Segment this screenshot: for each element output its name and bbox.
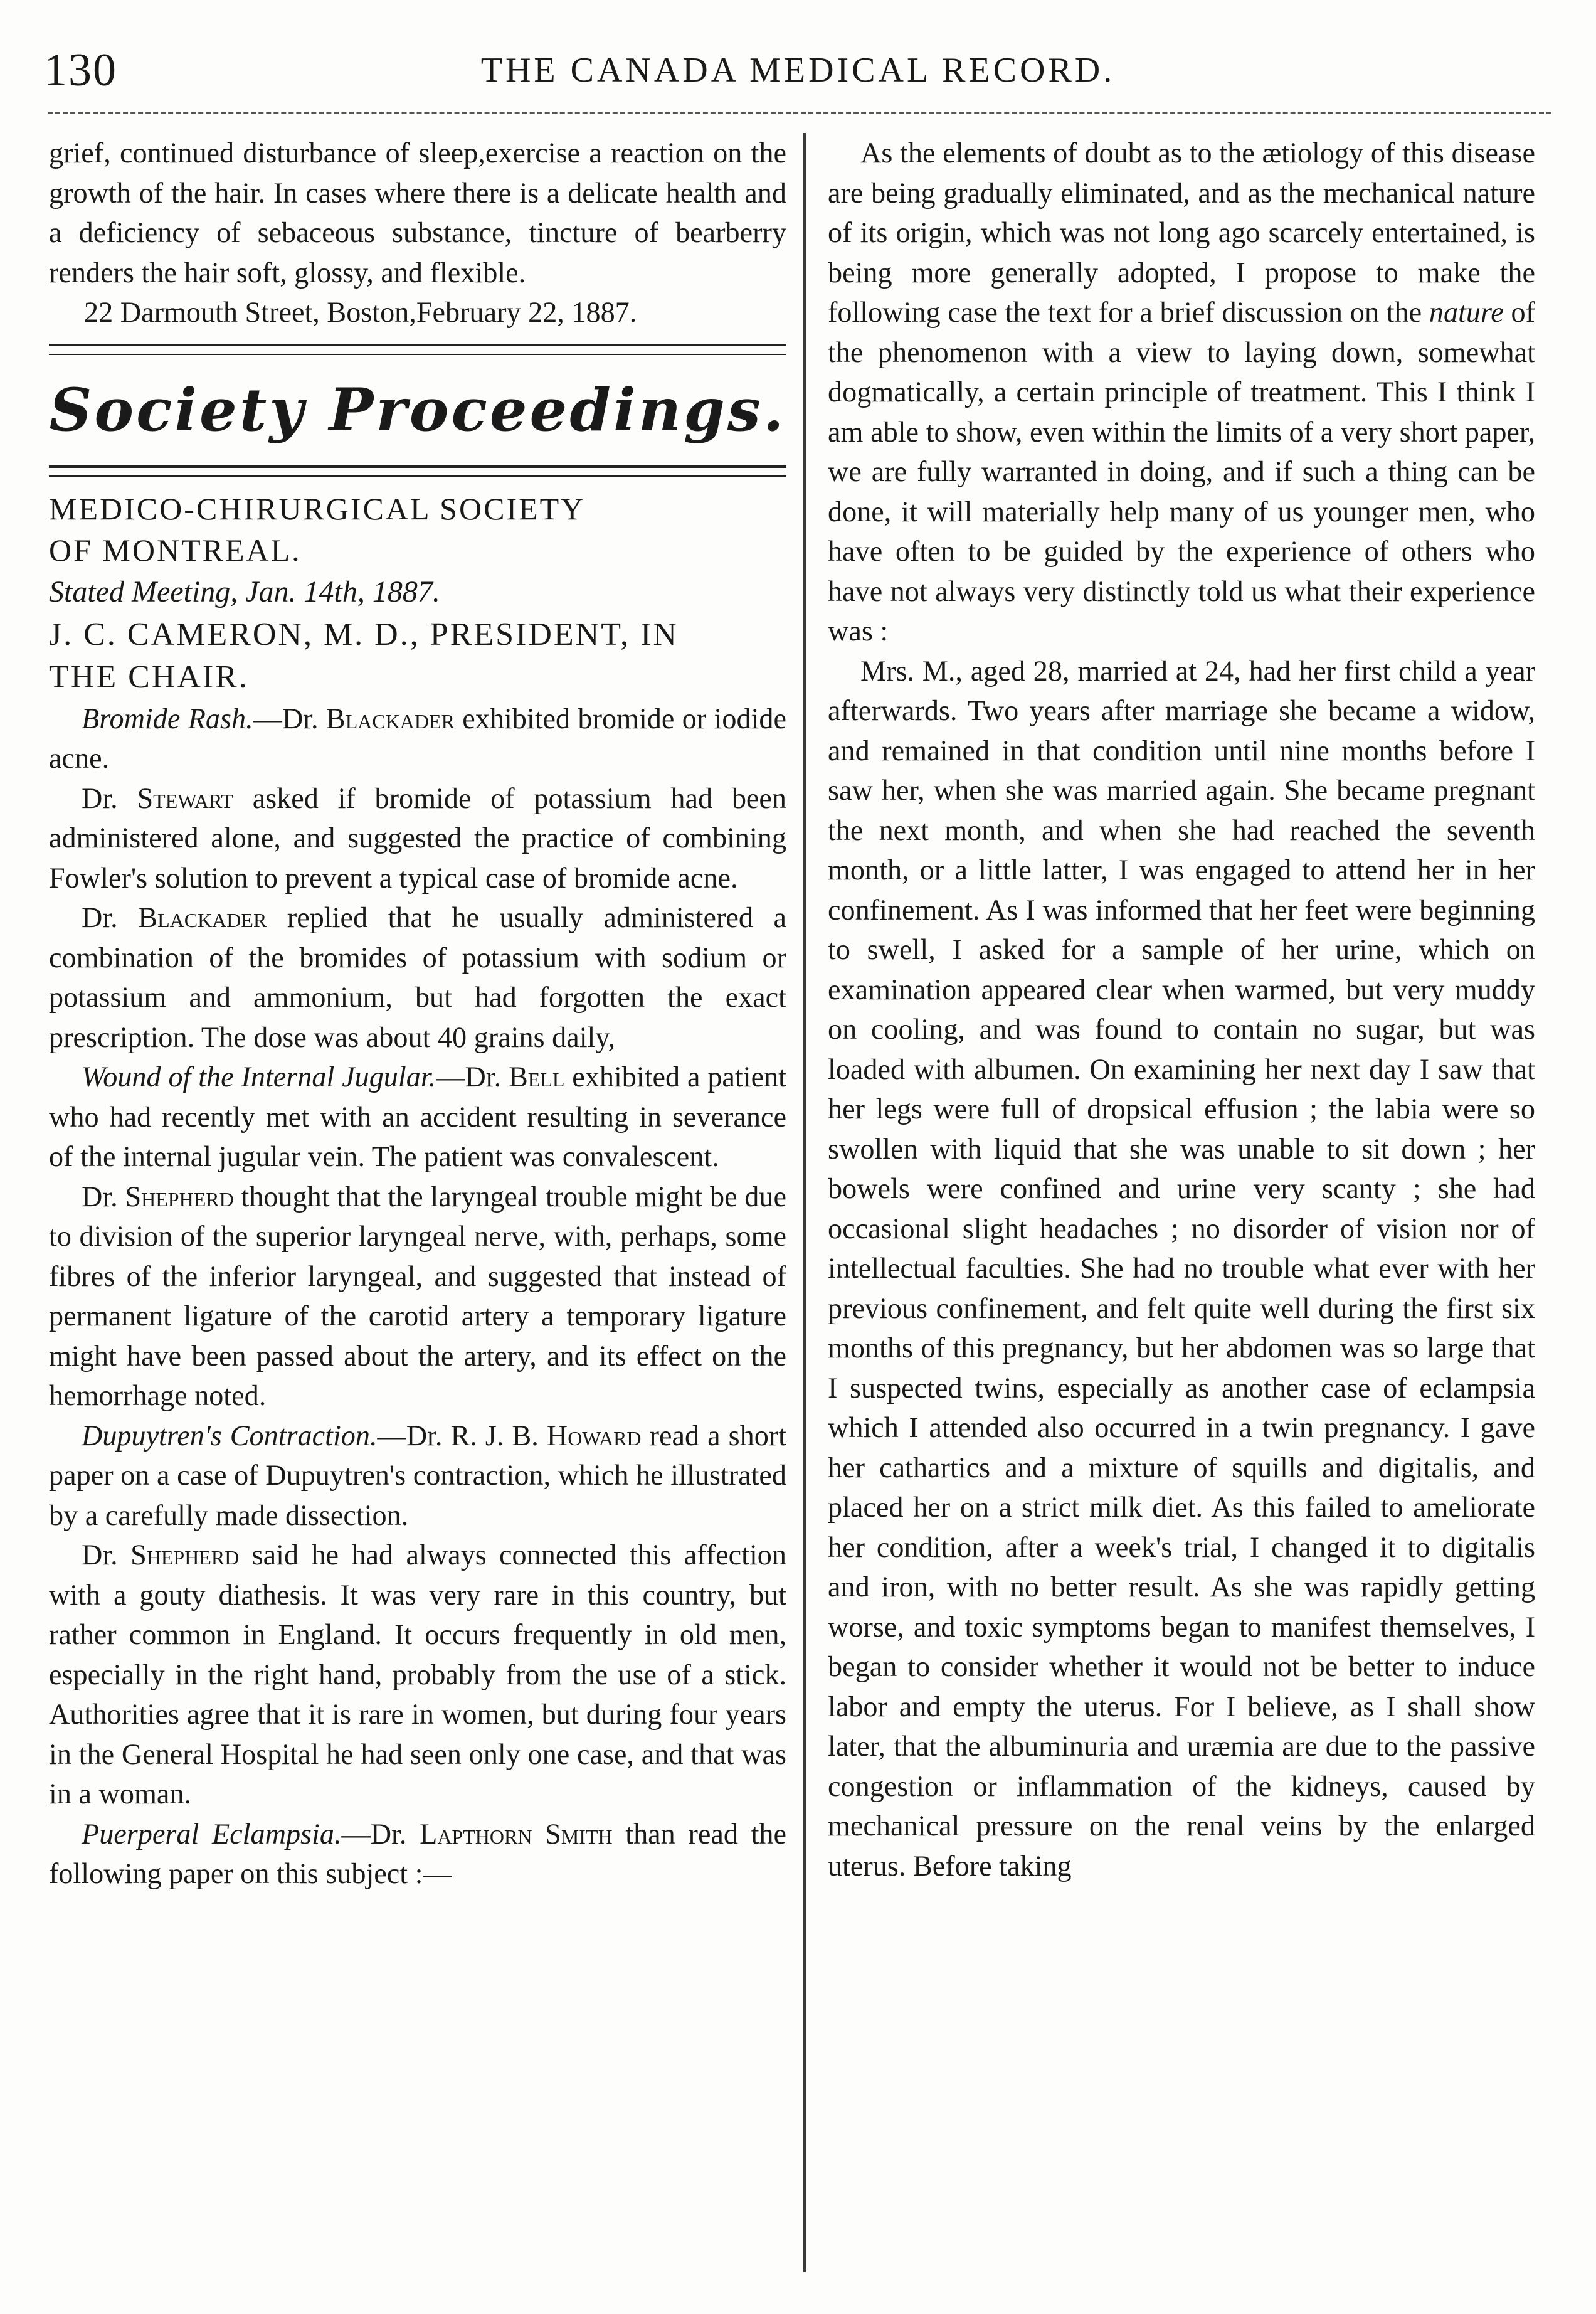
paragraph-case-history: Mrs. M., aged 28, married at 24, had her first child a year afterwards. Two years after marriage she became a widow, and remained in that condition until nine months before I saw her, when she was married again. She became pregnant the next month, and when she had reached the seventh month, or a little latter, I was engaged to attend her in her confinement. As I was informed that her feet were beginning to swell, I asked for a sample of her urine, which on examination appeared clear when warmed, but very muddy on cooling, and was found to contain no sugar, but was loaded with albumen. On examining her next day I saw that her legs were full of dropsical effusion ; the labia were so swollen with liquid that she was unable to sit down ; her bowels were confined and urine very scanty ; she had occasional slight headaches ; no disorder of vision nor of intellectual faculties. She had no trouble what ever with her previous confinement, and felt quite well during the first six months of this pregnancy, but her abdomen was so large that I suspected twins, especially as another case of eclampsia which I attended also occurred in a twin pregnancy. I gave her cathartics and a mixture of squills and digitalis, and placed her on a strict milk diet. As this failed to ameliorate her condition, after a week's trial, I changed it to digitalis and iron, with no better result. As she was rapidly getting worse, and toxic symptoms began to manifest themselves, I began to consider whether it would not be better to induce labor and empty the uterus. For I believe, as I shall show later, that the albuminuria and uræmia are due to the passive congestion or inflammation of the kidneys, caused by mechanical pressure on the renal veins by the enlarged uterus. Before taking — [828, 654, 1535, 1882]
doctor-prefix: —Dr. — [253, 702, 319, 735]
doctor-name: Blackader — [138, 901, 267, 933]
doctor-prefix: Dr. — [82, 901, 118, 933]
paragraph-text: replied that he usually administered a combination of the bromides of potassium with sodium or potassium and ammonium, but had forgotten the exact prescription. The dose was about 40 grains daily, — [49, 901, 786, 1053]
topic-heading: Puerperal Eclampsia. — [82, 1817, 342, 1850]
page-number: 130 — [44, 45, 117, 96]
topic-heading: Wound of the Internal Jugular. — [82, 1061, 436, 1093]
section-title: Society Proceedings. — [49, 375, 786, 445]
society-name-line1: MEDICO-CHIRURGICAL SOCIETY — [49, 491, 586, 526]
paragraph-text: than read the following paper on this subject :— — [49, 1817, 787, 1889]
signature-line: 22 Darmouth Street, Boston,February 22, 1887. — [84, 296, 637, 328]
paragraph-text: exhibited a patient who had recently met with an accident resulting in severance of the internal jugular vein. The patient was convalescent. — [49, 1061, 787, 1172]
doctor-prefix: —Dr. — [341, 1817, 407, 1850]
paragraph-text: said he had always connected this affection with a gouty diathesis. It was very rare in this country, but rather common in England. It occurs frequently in old men, especially in the right hand, probably from the use of a stick. Authorities agree that it is rare in women, but during four years in the General Hospital he had seen only one case, and that was in a woman. — [49, 1539, 786, 1810]
doctor-prefix: Dr. — [82, 1539, 118, 1571]
paragraph-text: read a short paper on a case of Dupuytren's contraction, which he illustrated by a carefully made dissection. — [49, 1419, 786, 1531]
society-name-line2: OF MONTREAL. — [49, 532, 302, 568]
paragraph-text: As the elements of doubt as to the ætiology of this disease are being gradually eliminated, and as the mechanical nature of its origin, which was not long ago scarcely entertained, is being more generally adopted, I propose to make the following case the text for a brief discussion on the — [828, 137, 1535, 328]
left-column — [49, 133, 786, 1894]
doctor-name: Stewart — [137, 782, 233, 814]
meeting-date: Stated Meeting, Jan. 14th, 1887. — [49, 575, 440, 608]
section-rule-bottom — [49, 465, 786, 477]
paragraph-text: asked if bromide of potassium had been administered alone, and suggested the practice of combining Fowler's solution to prevent a typical case of bromide acne. — [49, 782, 787, 894]
column-divider — [803, 133, 806, 2272]
emphasis-word: nature — [1429, 296, 1504, 328]
right-column — [828, 133, 1535, 1886]
paragraph-stewart — [49, 778, 786, 898]
doctor-name: Shepherd — [130, 1539, 240, 1571]
paragraph-dupuytren — [49, 1416, 786, 1536]
doctor-prefix: —Dr. R. J. B. — [377, 1419, 539, 1452]
journal-title: THE CANADA MEDICAL RECORD. — [480, 51, 1116, 90]
section-rule-top — [49, 344, 786, 355]
running-header — [44, 39, 1552, 108]
doctor-prefix: Dr. — [82, 1180, 118, 1213]
doctor-name: Howard — [546, 1419, 642, 1452]
doctor-prefix: —Dr. — [436, 1061, 502, 1093]
doctor-name: Shepherd — [125, 1180, 234, 1213]
topic-heading: Bromide Rash. — [82, 702, 253, 735]
header-rule — [48, 112, 1551, 114]
doctor-prefix: Dr. — [82, 782, 118, 814]
paragraph-aetiology — [828, 133, 1535, 651]
paragraph-text: thought that the laryngeal trouble might be due to division of the superior laryngeal nerve, with, perhaps, some fibres of the inferior laryngeal, and suggested that instead of permanent ligature of the carotid artery a temporary ligature might have been passed about the artery, and its effect on the hemorrhage noted. — [49, 1180, 786, 1411]
paragraph-bromide-rash — [49, 699, 786, 778]
topic-heading: Dupuytren's Contraction. — [82, 1419, 378, 1452]
doctor-name: Lapthorn Smith — [420, 1817, 613, 1850]
paragraph-shepherd-laryngeal — [49, 1177, 786, 1416]
paragraph-eclampsia — [49, 1814, 786, 1894]
paragraph-blackader-reply — [49, 898, 786, 1057]
intro-paragraph: grief, continued disturbance of sleep,exercise a reaction on the growth of the hair. In cases where there is a delicate health and a deficiency of sebaceous substance, tincture of bearberry renders the hair soft, glossy, and flexible. — [49, 137, 786, 289]
chair-line1: J. C. CAMERON, M. D., PRESIDENT, IN — [49, 616, 679, 652]
paragraph-shepherd-gout — [49, 1535, 786, 1814]
doctor-name: Bell — [508, 1061, 565, 1093]
paragraph-text-rest: of the phenomenon with a view to laying down, somewhat dogmatically, a certain principle of treatment. This I think I am able to show, even within the limits of a very short paper, we are fully warranted in doing, and if such a thing can be done, it will materially help many of us younger men, who have often to be guided by the experience of others who have not always very distinctly told us what their experience was : — [828, 296, 1535, 647]
doctor-name: Blackader — [325, 702, 455, 735]
chair-line2: THE CHAIR. — [49, 659, 249, 695]
paragraph-text: exhibited bromide or iodide acne. — [49, 702, 787, 774]
paragraph-jugular — [49, 1057, 786, 1177]
